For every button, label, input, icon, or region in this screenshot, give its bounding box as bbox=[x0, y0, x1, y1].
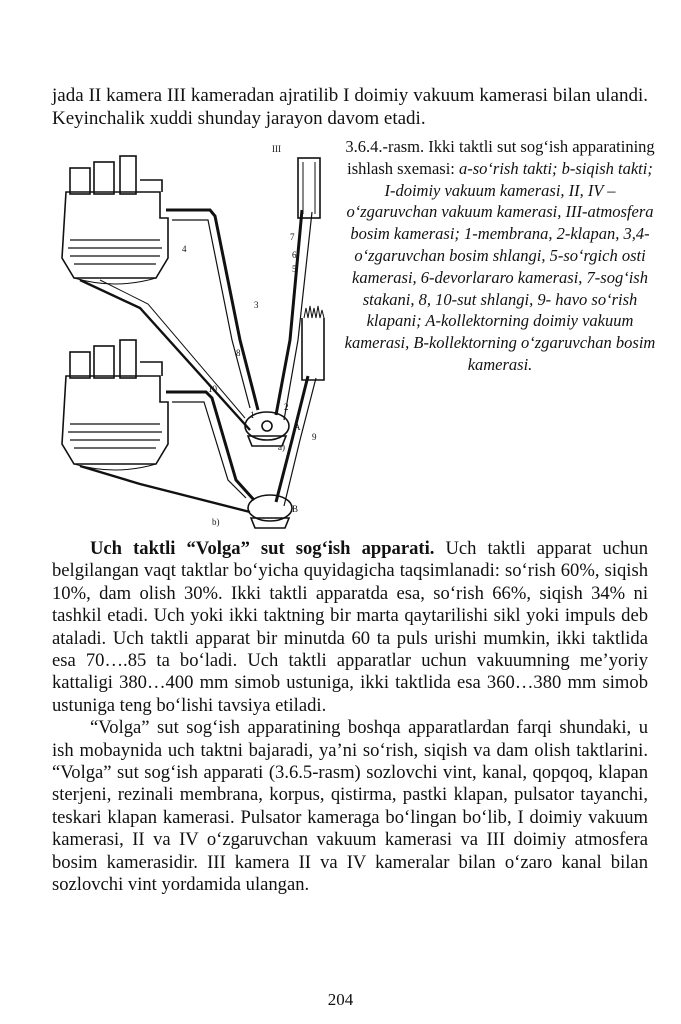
figure-caption bbox=[344, 136, 656, 376]
udder-shape-a bbox=[62, 192, 168, 278]
teat-cup-a3 bbox=[120, 156, 136, 194]
num-label-9: 9 bbox=[312, 432, 317, 442]
num-label-3: 3 bbox=[254, 300, 259, 310]
paragraph-volga-description: “Volga” sut sog‘ish apparatining boshqa apparatlardan farqi shundaki, u ish mobaynida uch taktni bajaradi, ya’ni so‘rish, siqish va dam olish taktlarini. “Volga” sut sog‘ish apparati (3.6.5-rasm) sozlovchi vint, kanal, qopqoq, klapan sterjeni, rezinali membrana, korpus, qistirma, pastki klapan, pulsator tayanchi, teskari klapan kamerasi. Pulsator kameraga bo‘lingan bo‘lib, I doimiy vakuum kamerasi, II va IV o‘zgaruvchan vakuum kamerasi va III doimiy atmosfera bosim kamerasidir. III kamera II va IV kameralar bilan o‘zaro kanal bilan sozlovchi vint yordamida ulangan. bbox=[52, 717, 648, 896]
collector-b bbox=[248, 495, 292, 521]
num-label-2: 2 bbox=[284, 402, 289, 412]
intro-paragraph: jada II kamera III kameradan ajratilib I doimiy vakuum kamerasi bilan ulandi. Keyinchalik xuddi shunday jarayon davom etadi. bbox=[52, 85, 648, 129]
roman-label-a: III bbox=[272, 144, 281, 154]
num-label-8: 8 bbox=[236, 348, 241, 358]
figure-legend: a-so‘rish takti; b-siqish takti; I-doimiy vakuum kamerasi, II, IV – o‘zgaruvchan vakuum kamerasi, III-atmosfera bosim kamerasi; 1-membrana, 2-klapan, 3,4-o‘zgaruvchan bosim shlangi, 5-so‘rgich osti kamerasi, 6-devorlararo kamerasi, 7-sog‘ish stakani, 8, 10-sut shlangi, 9- havo so‘rish klapani; A-kollektorning doimiy vakuum kamerasi, B-kollektorning o‘zgaruvchan bosim kamerasi. bbox=[344, 158, 656, 374]
teat-cup-a2 bbox=[94, 162, 114, 194]
teat-cup-a1 bbox=[70, 168, 90, 194]
num-label-5: 5 bbox=[292, 264, 297, 274]
teat-cup-b3 bbox=[120, 340, 136, 378]
page-number: 204 bbox=[327, 990, 354, 1009]
sub-label-a: a) bbox=[278, 442, 285, 452]
paragraph-volga-intro bbox=[52, 538, 648, 717]
figure-title: Ikki taktli sut sog‘ish apparatining ishlash sxemasi: bbox=[347, 137, 655, 178]
milking-cup-b bbox=[302, 318, 324, 380]
num-label-10: 10 bbox=[208, 384, 217, 394]
teat-cup-b2 bbox=[94, 346, 114, 378]
milking-cup-a bbox=[298, 158, 320, 218]
sub-label-b: b) bbox=[212, 517, 220, 527]
section-heading: Uch taktli “Volga” sut sog‘ish apparati. bbox=[90, 538, 435, 559]
figure-label: 3.6.4.-rasm. bbox=[345, 137, 425, 156]
letter-label-a: A bbox=[294, 422, 301, 432]
teat-cup-b1 bbox=[70, 352, 90, 378]
paragraph-volga-intro-text: Uch taktli apparat uchun belgilangan vaqt taktlar bo‘yicha quyidagicha taqsimlanadi: so‘rish 60%, siqish 10%, dam olish 30%. Ikki taktli apparatda esa, so‘rish 66%, siqish 34% ni tashkil etadi. Uch yoki ikki taktning bir marta qaytarilishi sikl yoki impuls deb ataladi. Uch taktli apparat bir minutda 60 ta puls urishi mumkin, ikki taktlida esa 70….85 ta bo‘ladi. Uch taktli apparatlar uchun vakuumning me’yoriy kattaligi 380…400 mm simob ustuniga, ikki taktlida esa 360…380 mm simob ustuniga teng bo‘lishi tavsiya etiladi. bbox=[52, 538, 648, 716]
body-text bbox=[52, 538, 648, 897]
num-label-6: 6 bbox=[292, 250, 297, 260]
milking-apparatus-diagram bbox=[40, 140, 340, 530]
num-label-7: 7 bbox=[290, 232, 295, 242]
letter-label-b: B bbox=[292, 504, 299, 514]
num-label-4: 4 bbox=[182, 244, 187, 254]
udder-shape-b bbox=[62, 376, 168, 464]
num-label-1: 1 bbox=[250, 410, 255, 420]
